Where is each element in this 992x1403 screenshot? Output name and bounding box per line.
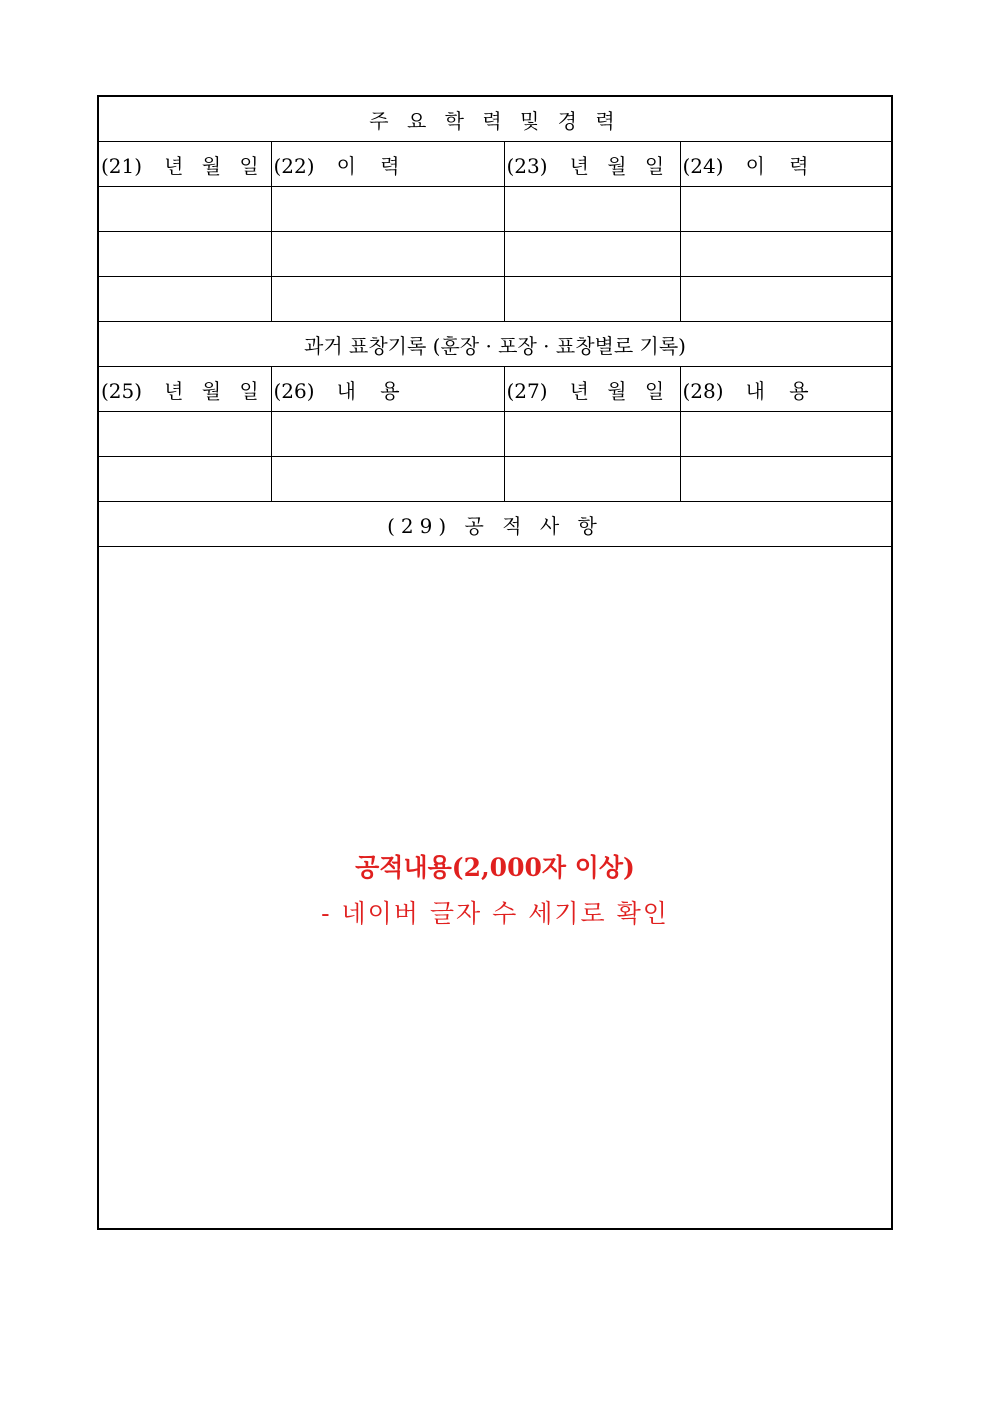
education-history-cell[interactable]	[271, 232, 504, 277]
education-header-row	[99, 142, 891, 187]
education-date-cell[interactable]	[504, 232, 680, 277]
education-history-cell[interactable]	[271, 277, 504, 322]
education-row	[99, 187, 891, 232]
awards-title: 과거 표창기록 (훈장 · 포장 · 표창별로 기록)	[99, 322, 891, 367]
merit-body[interactable]	[99, 547, 891, 1225]
education-date-cell[interactable]	[99, 277, 271, 322]
education-date-cell[interactable]	[99, 187, 271, 232]
merit-note	[99, 845, 891, 937]
education-col-history1: (22) 이 력	[271, 142, 504, 187]
education-section-header	[99, 97, 891, 142]
awards-row	[99, 412, 891, 457]
education-row	[99, 232, 891, 277]
awards-date-cell[interactable]	[504, 412, 680, 457]
merit-content-cell[interactable]	[99, 547, 891, 1226]
merit-note-instruction: - 네이버 글자 수 세기로 확인	[321, 899, 669, 928]
education-history-cell[interactable]	[680, 277, 891, 322]
awards-row	[99, 457, 891, 502]
education-col-date2: (23) 년 월 일	[504, 142, 680, 187]
education-title: 주 요 학 력 및 경 력	[99, 97, 891, 142]
awards-col-content2: (28) 내 용	[680, 367, 891, 412]
merit-form	[97, 95, 893, 1230]
education-date-cell[interactable]	[504, 277, 680, 322]
awards-date-cell[interactable]	[99, 412, 271, 457]
awards-content-cell[interactable]	[680, 457, 891, 502]
awards-content-cell[interactable]	[271, 412, 504, 457]
awards-header-row	[99, 367, 891, 412]
awards-content-cell[interactable]	[271, 457, 504, 502]
education-date-cell[interactable]	[99, 232, 271, 277]
awards-section-header	[99, 322, 891, 367]
awards-col-content1: (26) 내 용	[271, 367, 504, 412]
awards-col-date2: (27) 년 월 일	[504, 367, 680, 412]
awards-content-cell[interactable]	[680, 412, 891, 457]
awards-col-date1: (25) 년 월 일	[99, 367, 271, 412]
awards-date-cell[interactable]	[99, 457, 271, 502]
education-history-cell[interactable]	[271, 187, 504, 232]
merit-row	[99, 547, 891, 1226]
education-date-cell[interactable]	[504, 187, 680, 232]
education-col-date1: (21) 년 월 일	[99, 142, 271, 187]
education-col-history2: (24) 이 력	[680, 142, 891, 187]
education-history-cell[interactable]	[680, 232, 891, 277]
merit-title: (29) 공 적 사 항	[99, 502, 891, 547]
education-history-cell[interactable]	[680, 187, 891, 232]
form-table	[99, 97, 891, 1225]
education-row	[99, 277, 891, 322]
merit-note-requirement: 공적내용(2,000자 이상)	[355, 853, 635, 882]
awards-date-cell[interactable]	[504, 457, 680, 502]
merit-section-header	[99, 502, 891, 547]
